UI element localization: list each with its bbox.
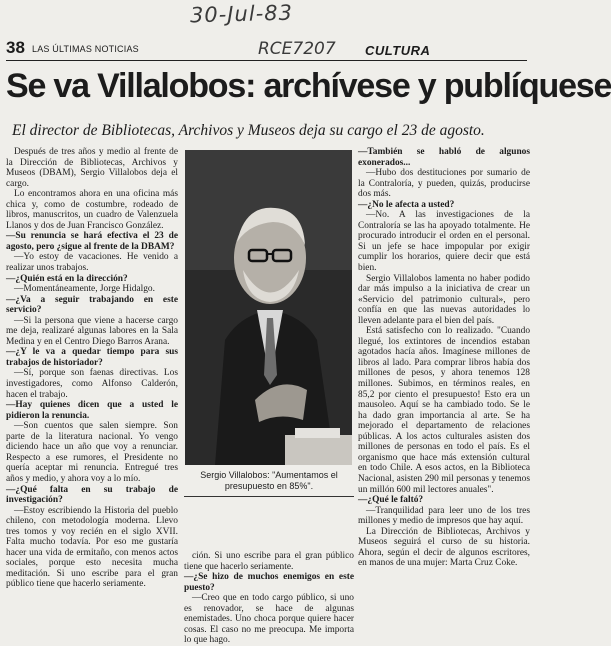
interview-question: —¿Qué falta en su trabajo de investigación? bbox=[6, 484, 178, 506]
article-column-2 bbox=[184, 551, 354, 646]
body-paragraph: —Sí, porque son faenas directivas. Los investigadores, como Alfonso Calderón, hacen el trabajo. bbox=[6, 368, 178, 400]
interview-question: —¿Y le va a quedar tiempo para sus trabajos de historiador? bbox=[6, 347, 178, 368]
body-paragraph: —Momentáneamente, Jorge Hidalgo. bbox=[14, 284, 155, 295]
section-name: CULTURA bbox=[365, 43, 431, 58]
interview-question: —¿Qué le faltó? bbox=[358, 495, 424, 506]
portrait-photo bbox=[185, 150, 352, 465]
interview-question: —Su renuncia se hará efectiva el 23 de agosto, pero ¿sigue al frente de la DBAM? bbox=[6, 231, 178, 252]
interview-question: —Hay quienes dicen que a usted le pidieron la renuncia. bbox=[6, 400, 178, 421]
header-rule bbox=[6, 60, 527, 61]
body-paragraph: Después de tres años y medio al frente de la Dirección de Bibliotecas, Archivos y Museos (DBAM), Sergio Villalobos deja el cargo. bbox=[6, 147, 178, 189]
interview-question: —¿Se hizo de muchos enemigos en este puesto? bbox=[184, 572, 354, 593]
body-paragraph: —Hubo dos destituciones por sumario de la Contraloría, y pueden, quizás, producirse dos más. bbox=[358, 168, 530, 200]
publication-name: LAS ÚLTIMAS NOTICIAS bbox=[32, 44, 139, 54]
body-paragraph: —Creo que en todo cargo público, si uno es renovador, se hace de algunas enemistades. Uno choca porque quiere hacer cosas. El caso no me preocupa. Me importa lo que hago. bbox=[184, 593, 354, 646]
caption-rule bbox=[184, 496, 354, 497]
body-paragraph: —No. A las investigaciones de la Contraloría se las ha apoyado totalmente. He procurado introducir el orden en el personal. Si un jefe se hace impopular por exigir cumplir los horarios, quiere decir que está bien. bbox=[358, 210, 530, 274]
interview-question: —¿No le afecta a usted? bbox=[358, 199, 455, 210]
body-paragraph: Sergio Villalobos lamenta no haber podido dar más impulso a la iniciativa de crear un «Servicio del patrimonio cultural», pero confía en que las nuevas autoridades lo lleven adelante para el bien del país. bbox=[358, 273, 530, 326]
handwritten-date: 30-Jul-83 bbox=[189, 0, 294, 28]
body-paragraph: La Dirección de Bibliotecas, Archivos y Museos seguirá el curso de su historia. Ahora, según el decir de algunos escritores, en manos de una mujer: Marta Cruz Coke. bbox=[358, 526, 530, 569]
body-paragraph: Está satisfecho con lo realizado. "Cuando llegué, los extintores de incendios estaban agotados hacía años. Imagínese millones de libros al lado. Para comprar libros había dos millones de pesos, y ahora tenemos 128 millones. Subimos, en términos reales, en 85,2 por ciento el presupuesto! Esto era un mausoleo. Aquí se ha cambiado todo. Se le ha dado gran importancia al arte. Se ha mejorado el departamento de relaciones públicas. A los actos culturales asisten dos millones de personas en todo el país. Es el organismo que hace más extensión cultural en todo Chile. A esos actos, en la Biblioteca Nacional, asisten 290 mil personas y tenemos un millón 600 mil lectores anuales". bbox=[358, 326, 530, 495]
body-paragraph: —Son cuentos que salen siempre. Son parte de la literatura nacional. Yo vengo diciendo hace un año que voy a renunciar. Respecto a ese rumores, el Presidente no quería aceptar mi renuncia. Entregué tres años y medio, y ahora voy a lo mío. bbox=[6, 421, 178, 484]
body-paragraph: —Tranquilidad para leer uno de los tres millones y medio de impresos que hay aquí. bbox=[358, 505, 530, 527]
body-paragraph: —Yo estoy de vacaciones. He venido a realizar unos trabajos. bbox=[6, 252, 178, 274]
photo-caption: Sergio Villalobos: "Aumentamos el presupuesto en 85%". bbox=[200, 470, 338, 491]
subheadline: El director de Bibliotecas, Archivos y Museos deja su cargo el 23 de agosto. bbox=[12, 122, 485, 139]
interview-question: —¿Va a seguir trabajando en este servicio? bbox=[6, 294, 178, 316]
body-paragraph: Lo encontramos ahora en una oficina más chica y, como de costumbre, rodeado de libros, manuscritos, un cuadro de Valenzuela Llanos y dos de Juan Francisco González. bbox=[6, 189, 178, 231]
page-number: 38 bbox=[6, 38, 25, 57]
handwritten-archive-code: RCE7207 bbox=[258, 39, 336, 59]
interview-question: —¿Quién está en la dirección? bbox=[6, 273, 128, 284]
article-column-3 bbox=[358, 147, 530, 597]
interview-question: —También se habló de algunos exonerados... bbox=[358, 147, 530, 168]
body-paragraph: ción. Si uno escribe para el gran público tiene que hacerlo seriamente. bbox=[184, 551, 354, 572]
body-paragraph: —Estoy escribiendo la Historia del pueblo chileno, con metodología moderna. Llevo tres tomos y voy recién en el siglo XVII. Falta mucho todavía. Por eso me gustaría hacer una vida de ermitaño, con menos actos sociales, porque esto necesita mucha meditación. Si uno escribe para el gran público tiene que hacerlo seriamente. bbox=[6, 505, 178, 590]
headline: Se va Villalobos: archívese y publíquese bbox=[6, 67, 611, 105]
article-column-1 bbox=[6, 147, 178, 597]
body-paragraph: —Si la persona que viene a hacerse cargo me deja, realizaré algunas labores en la Sala Medina y en el Centro Diego Barros Arana. bbox=[6, 315, 178, 347]
